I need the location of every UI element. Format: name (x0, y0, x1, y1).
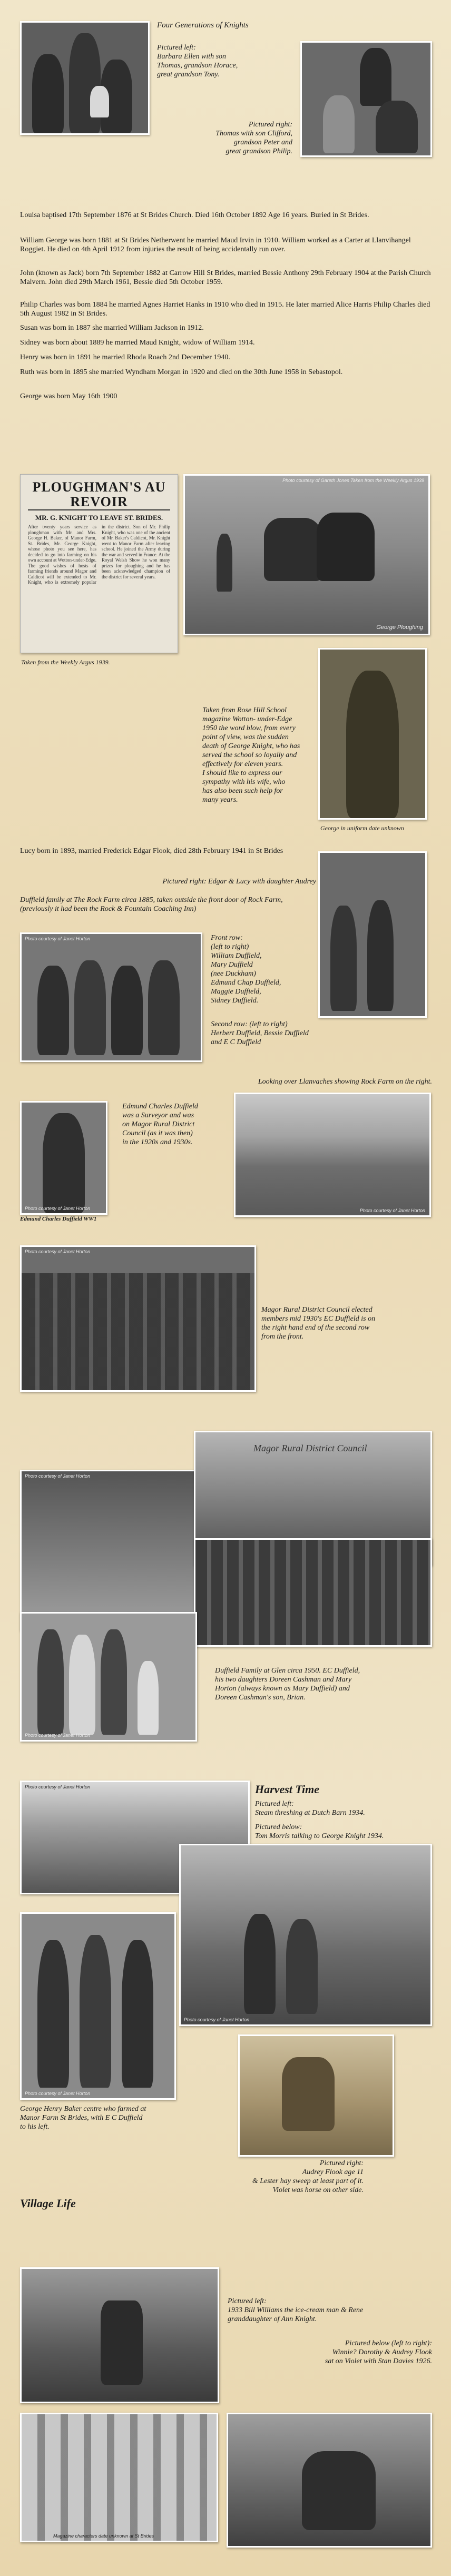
photo-four-generations-left (20, 21, 150, 135)
photo-llanvaches (234, 1093, 431, 1217)
duffield-front-row: Front row: (left to right) William Duffield, Mary Duffield (nee Duckham) Edmund Chap Duffield, Maggie Duffield, Sidney Duffield. (211, 934, 281, 1005)
ploughing-label: George Ploughing (376, 624, 423, 631)
photo-glen-family (20, 1612, 197, 1742)
note-george: George was born May 16th 1900 (20, 392, 117, 400)
photo-ice-cream-man (20, 2267, 219, 2403)
clipping-headline: PLOUGHMAN'S AU REVOIR (28, 480, 170, 510)
photo-edgar-lucy (318, 851, 427, 1018)
edmund-credit: Photo courtesy of Janet Horton (25, 1206, 91, 1211)
llanvaches-caption: Looking over Llanvaches showing Rock Farm on the right. (258, 1078, 432, 1086)
note-susan: Susan was born in 1887 she married William Jackson in 1912. (20, 324, 204, 332)
edmund-caption: Edmund Charles Duffield was a Surveyor and was on Magor Rural District Council (as it was then) in the 1920s and 1930s. (122, 1103, 198, 1146)
photo-hay-sweep (238, 2034, 394, 2157)
photo-george-baker (20, 1912, 176, 2100)
edgar-caption: Pictured right: Edgar & Lucy with daughter Audrey (162, 878, 316, 886)
village-below-caption: Pictured below (left to right): Winnie? Dorothy & Audrey Flook sat on Violet with Stan Davies 1926. (325, 2339, 432, 2365)
note-duffield: Duffield family at The Rock Farm circa 1885, taken outside the front door of Rock Farm, (previously it had been the Rock & Fountain Coaching Inn) (20, 896, 283, 913)
glen-caption: Duffield Family at Glen circa 1950. EC Duffield, his two daughters Doreen Cashman and Mary Horton (always known as Mary Duffield) and Doreen Cashman's son, Brian. (215, 1667, 360, 1702)
harvest-heading: Harvest Time (255, 1783, 319, 1796)
council-sign: Magor Rural District Council (253, 1443, 367, 1453)
harvest-left-caption: Pictured left: Steam threshing at Dutch Barn 1934. (255, 1800, 365, 1817)
photo-duffield-family (20, 932, 202, 1062)
glen-credit-top: Photo courtesy of Janet Horton (25, 1473, 91, 1479)
uniform-caption: George in uniform date unknown (320, 824, 404, 832)
photo-four-generations-right (300, 41, 432, 157)
glen-credit-bottom: Photo courtesy of Janet Horton (25, 1733, 91, 1738)
harvest-below-caption: Pictured below: Tom Morris talking to George Knight 1934. (255, 1823, 384, 1840)
clipping-subhead: MR. G. KNIGHT TO LEAVE ST. BRIDES. (35, 514, 163, 522)
tom-morris-credit: Photo courtesy of Janet Horton (184, 2017, 250, 2022)
council-credit: Photo courtesy of Janet Horton (25, 1249, 91, 1254)
photo-george-uniform (318, 648, 427, 820)
threshing-credit: Photo courtesy of Janet Horton (25, 1784, 91, 1790)
duffield-credit: Photo courtesy of Janet Horton (25, 936, 91, 941)
baker-caption: George Henry Baker centre who farmed at Manor Farm St Brides, with E C Duffield to his left. (20, 2105, 146, 2131)
note-ruth: Ruth was born in 1895 she married Wyndham Morgan in 1920 and died on the 30th June 1958 in Sebastopol. (20, 368, 343, 376)
four-generations-title: Four Generations of Knights (157, 21, 249, 30)
note-louisa: Louisa baptised 17th September 1876 at St Brides Church. Died 16th October 1892 Age 16 years. Buried in St Brides. (20, 211, 369, 219)
photo-village-group (20, 2413, 218, 2542)
village-group-credit: Magazine characters date unknown at St Brides (53, 2533, 154, 2539)
clipping-credit: Taken from the Weekly Argus 1939. (21, 658, 110, 666)
duffield-second-row: Second row: (left to right) Herbert Duffield, Bessie Duffield and E C Duffield (211, 1020, 309, 1046)
photo-edmund-ww1 (20, 1101, 107, 1215)
council-caption: Magor Rural District Council elected members mid 1930's EC Duffield is on the right hand end of the second row from the front. (261, 1306, 376, 1341)
photo-council-members (20, 1245, 256, 1392)
audrey-caption: Pictured right: Audrey Flook age 11 & Lester hay sweep at least part of it. Violet was horse on other side. (252, 2159, 364, 2194)
note-henry: Henry was born in 1891 he married Rhoda Roach 2nd December 1940. (20, 353, 230, 361)
note-william-george: William George was born 1881 at St Brides Netherwent he married Maud Irvin in 1910. William worked as a Carter at Llanvihangel Roggiet. He died on 4th April 1912 from injuries the result of being accidentally run over. (20, 237, 411, 253)
rose-hill-caption: Taken from Rose Hill School magazine Wotton- under-Edge 1950 the word blow, from every point of view, was the sudden death of George Knight, who has served the school so loyally and effectively for eleven years. I should like to express our sympathy with his wife, who has also been such help for many years. (202, 706, 300, 804)
photo-council-group (194, 1538, 432, 1647)
baker-credit: Photo courtesy of Janet Horton (25, 2091, 91, 2096)
note-lucy: Lucy born in 1893, married Frederick Edgar Flook, died 28th February 1941 in St Brides (20, 847, 283, 855)
note-sidney: Sidney was born about 1889 he married Maud Knight, widow of William 1914. (20, 339, 255, 347)
photo-tom-morris (179, 1844, 432, 2026)
photo-glen-house (20, 1470, 197, 1631)
note-philip-charles: Philip Charles was born 1884 he married Agnes Harriet Hanks in 1910 who died in 1915. He later married Alice Harris Philip Charles died 5th August 1982 in St Brides. (20, 301, 430, 318)
edmund-label: Edmund Charles Duffield WW1 (20, 1216, 97, 1222)
newspaper-clipping (20, 474, 178, 653)
photo-flook-horse (227, 2413, 432, 2548)
clipping-body: After twenty years service as ploughman with Mr. and Mrs. George H. Baker, of Manor Farm, St. Brides, Mr. George Knight, whose photo you see here, has decided to go into farming on his own account at Wotton-under-Edge. The good wishes of hosts of farming friends around Magor and Caldicot will be extended to Mr. Knight, who is extremely popular in the district. Son of Mr. Philip Knight, who was one of the ancient of Mr. Baker's Caldicot, Mr. Knight went to Manor Farm after leaving school. He joined the Army during the war and served in France. At the Royal Welsh Show he won many prizes for ploughing and he has been acknowledged champion of the district for several years. (28, 524, 170, 585)
four-generations-right-caption: Pictured right: Thomas with son Clifford, grandson Peter and great grandson Philip. (215, 121, 292, 155)
village-heading: Village Life (20, 2197, 76, 2210)
llanvaches-credit: Photo courtesy of Janet Horton (359, 1208, 425, 1213)
village-left-caption: Pictured left: 1933 Bill Williams the ice-cream man & Rene granddaughter of Ann Knight. (228, 2297, 364, 2323)
four-generations-left-caption: Pictured left: Barbara Ellen with son Thomas, grandson Horace, great grandson Tony. (157, 44, 238, 78)
ploughing-credit: Photo courtesy of Gareth Jones Taken from the Weekly Argus 1939 (282, 478, 424, 483)
note-john: John (known as Jack) born 7th September 1882 at Carrow Hill St Brides, married Bessie Anthony 29th February 1904 at the Parish Church Malvern. John died 29th March 1961, Bessie died 5th October 1959. (20, 269, 431, 286)
photo-george-ploughing (183, 474, 430, 635)
